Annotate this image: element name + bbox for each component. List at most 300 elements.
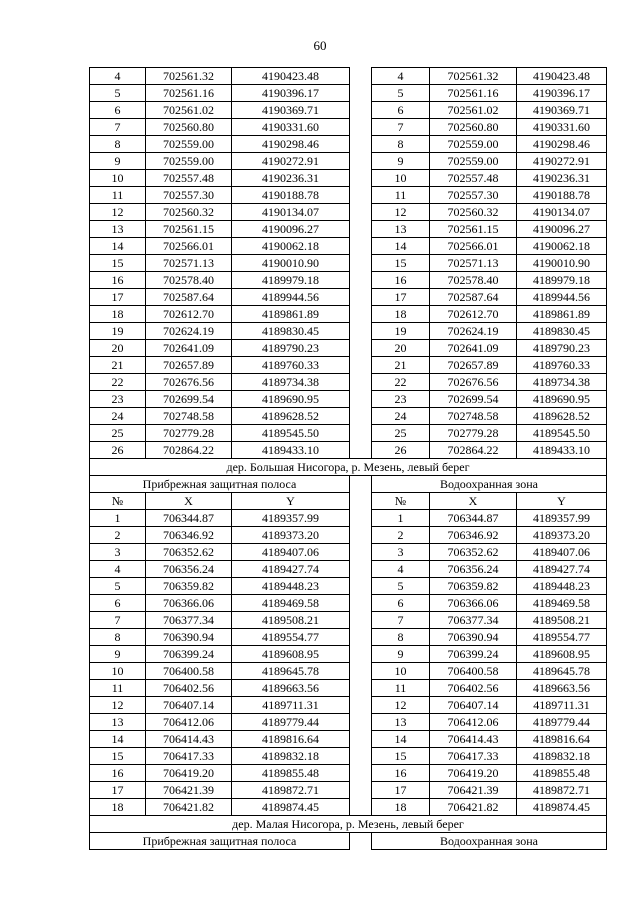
- section-title-row: [90, 816, 607, 833]
- right-y-coordinate-cell: 4189979.18: [517, 272, 607, 289]
- right-y-coordinate-cell: 4189427.74: [517, 561, 607, 578]
- table-row: [90, 323, 607, 340]
- right-point-number-cell: 14: [372, 731, 430, 748]
- right-point-number-cell: 9: [372, 153, 430, 170]
- right-x-coordinate-cell: 706412.06: [430, 714, 517, 731]
- left-y-coordinate-cell: 4189816.64: [232, 731, 350, 748]
- right-y-coordinate-cell: 4189779.44: [517, 714, 607, 731]
- right-y-coordinate-cell: 4190062.18: [517, 238, 607, 255]
- right-point-number-cell: 16: [372, 765, 430, 782]
- left-point-number-cell: 2: [90, 527, 146, 544]
- left-y-coordinate-cell: 4189711.31: [232, 697, 350, 714]
- right-y-coordinate-cell: 4190423.48: [517, 68, 607, 85]
- left-y-coordinate-cell: 4190188.78: [232, 187, 350, 204]
- column-gap: [350, 425, 372, 442]
- table-row: [90, 782, 607, 799]
- right-y-coordinate-cell: 4189469.58: [517, 595, 607, 612]
- left-point-number-cell: 16: [90, 765, 146, 782]
- table-row: [90, 187, 607, 204]
- table-row: [90, 646, 607, 663]
- right-y-coordinate-cell: 4189816.64: [517, 731, 607, 748]
- right-point-number-cell: 3: [372, 544, 430, 561]
- right-y-coordinate-cell: 4190096.27: [517, 221, 607, 238]
- right-x-coordinate-cell: 702561.32: [430, 68, 517, 85]
- table-row: [90, 204, 607, 221]
- right-x-coordinate-cell: 706346.92: [430, 527, 517, 544]
- right-x-coordinate-cell: 702748.58: [430, 408, 517, 425]
- right-x-coordinate-cell: 706417.33: [430, 748, 517, 765]
- column-gap: [350, 391, 372, 408]
- right-y-coordinate-cell: 4189357.99: [517, 510, 607, 527]
- right-point-number-cell: 8: [372, 136, 430, 153]
- column-header-row: [90, 493, 607, 510]
- right-y-coordinate-cell: 4189830.45: [517, 323, 607, 340]
- column-gap: [350, 408, 372, 425]
- right-point-number-cell: 24: [372, 408, 430, 425]
- column-gap: [350, 102, 372, 119]
- column-gap: [350, 357, 372, 374]
- right-point-number-cell: 25: [372, 425, 430, 442]
- left-x-coordinate-cell: 702676.56: [146, 374, 232, 391]
- column-gap: [350, 374, 372, 391]
- table-row: [90, 765, 607, 782]
- column-gap: [350, 612, 372, 629]
- right-point-number-cell: 8: [372, 629, 430, 646]
- left-point-number-cell: 7: [90, 119, 146, 136]
- left-y-coordinate-cell: 4190062.18: [232, 238, 350, 255]
- right-point-number-cell: 20: [372, 340, 430, 357]
- left-point-number-cell: 22: [90, 374, 146, 391]
- left-point-number-cell: 9: [90, 646, 146, 663]
- column-gap: [350, 68, 372, 85]
- column-gap: [350, 663, 372, 680]
- left-y-coordinate-cell: 4189433.10: [232, 442, 350, 459]
- column-gap: [350, 697, 372, 714]
- left-x-coordinate-cell: 702561.02: [146, 102, 232, 119]
- column-gap: [350, 629, 372, 646]
- right-y-coordinate-cell: 4189760.33: [517, 357, 607, 374]
- left-y-coordinate-cell: 4189760.33: [232, 357, 350, 374]
- right-point-number-cell: 18: [372, 306, 430, 323]
- right-y-coordinate-cell: 4189645.78: [517, 663, 607, 680]
- right-y-coordinate-cell: 4190396.17: [517, 85, 607, 102]
- right-x-coordinate-cell: 706402.56: [430, 680, 517, 697]
- right-x-coordinate-cell: 706400.58: [430, 663, 517, 680]
- left-x-coordinate-cell: 702571.13: [146, 255, 232, 272]
- right-y-coordinate-cell: 4189874.45: [517, 799, 607, 816]
- left-x-coordinate-cell: 706346.92: [146, 527, 232, 544]
- right-x-coordinate-cell: 706356.24: [430, 561, 517, 578]
- left-y-coordinate-cell: 4190331.60: [232, 119, 350, 136]
- left-y-coordinate-cell: 4189734.38: [232, 374, 350, 391]
- column-gap: [350, 765, 372, 782]
- table-row: [90, 799, 607, 816]
- right-y-coordinate-cell: 4189448.23: [517, 578, 607, 595]
- column-gap: [350, 221, 372, 238]
- table-row: [90, 510, 607, 527]
- right-y-coordinate-cell: 4190369.71: [517, 102, 607, 119]
- left-point-number-cell: 5: [90, 578, 146, 595]
- left-y-coordinate-cell: 4189645.78: [232, 663, 350, 680]
- column-gap: [350, 306, 372, 323]
- left-point-number-cell: 20: [90, 340, 146, 357]
- section-title: дер. Большая Нисогора, р. Мезень, левый берег: [90, 459, 607, 476]
- left-y-coordinate-cell: 4189779.44: [232, 714, 350, 731]
- table-row: [90, 578, 607, 595]
- left-point-number-cell: 13: [90, 221, 146, 238]
- left-point-number-cell: 11: [90, 187, 146, 204]
- right-x-coordinate-cell: 702587.64: [430, 289, 517, 306]
- right-x-coordinate-cell: 702699.54: [430, 391, 517, 408]
- right-point-number-cell: 11: [372, 680, 430, 697]
- table-row: [90, 663, 607, 680]
- column-gap: [350, 731, 372, 748]
- left-x-coordinate-cell: 702559.00: [146, 153, 232, 170]
- left-point-number-cell: 19: [90, 323, 146, 340]
- table-row: [90, 357, 607, 374]
- right-point-number-cell: 7: [372, 119, 430, 136]
- right-x-coordinate-cell: 702560.80: [430, 119, 517, 136]
- left-x-coordinate-cell: 706352.62: [146, 544, 232, 561]
- right-x-coordinate-cell: 706419.20: [430, 765, 517, 782]
- left-point-number-cell: 9: [90, 153, 146, 170]
- right-point-number-cell: 4: [372, 68, 430, 85]
- right-x-coordinate-cell: 702560.32: [430, 204, 517, 221]
- table-row: [90, 408, 607, 425]
- left-point-number-cell: 15: [90, 748, 146, 765]
- page-number: 60: [313, 38, 327, 53]
- right-y-coordinate-cell: 4190236.31: [517, 170, 607, 187]
- left-y-coordinate-cell: 4190423.48: [232, 68, 350, 85]
- left-point-number-cell: 23: [90, 391, 146, 408]
- right-y-coordinate-cell: 4190298.46: [517, 136, 607, 153]
- column-gap: [350, 136, 372, 153]
- right-y-coordinate-cell: 4189944.56: [517, 289, 607, 306]
- right-x-coordinate-cell: 706352.62: [430, 544, 517, 561]
- right-point-number-cell: 26: [372, 442, 430, 459]
- left-x-coordinate-cell: 702578.40: [146, 272, 232, 289]
- left-point-number-cell: 12: [90, 697, 146, 714]
- left-point-number-cell: 11: [90, 680, 146, 697]
- column-gap: [350, 289, 372, 306]
- left-x-coordinate-cell: 706366.06: [146, 595, 232, 612]
- left-x-coordinate-cell: 702641.09: [146, 340, 232, 357]
- right-x-coordinate-cell: 706390.94: [430, 629, 517, 646]
- right-y-coordinate-cell: 4190331.60: [517, 119, 607, 136]
- left-y-column-header: Y: [232, 493, 350, 510]
- column-gap: [350, 476, 372, 493]
- right-point-number-cell: 6: [372, 595, 430, 612]
- table-row: [90, 561, 607, 578]
- column-gap: [350, 595, 372, 612]
- left-x-coordinate-cell: 706344.87: [146, 510, 232, 527]
- column-gap: [350, 119, 372, 136]
- left-x-coordinate-cell: 706419.20: [146, 765, 232, 782]
- column-gap: [350, 680, 372, 697]
- column-gap: [350, 238, 372, 255]
- right-point-number-cell: 19: [372, 323, 430, 340]
- table-row: [90, 629, 607, 646]
- right-y-coordinate-cell: 4189690.95: [517, 391, 607, 408]
- left-point-number-cell: 1: [90, 510, 146, 527]
- column-gap: [350, 272, 372, 289]
- table-row: [90, 238, 607, 255]
- table-row: [90, 306, 607, 323]
- left-point-number-cell: 15: [90, 255, 146, 272]
- right-point-number-cell: 10: [372, 170, 430, 187]
- left-point-number-cell: 13: [90, 714, 146, 731]
- right-point-number-cell: 14: [372, 238, 430, 255]
- left-y-coordinate-cell: 4190272.91: [232, 153, 350, 170]
- left-y-coordinate-cell: 4189469.58: [232, 595, 350, 612]
- left-y-coordinate-cell: 4190096.27: [232, 221, 350, 238]
- left-x-coordinate-cell: 702561.32: [146, 68, 232, 85]
- left-x-coordinate-cell: 706399.24: [146, 646, 232, 663]
- left-x-coordinate-cell: 702560.80: [146, 119, 232, 136]
- right-point-number-cell: 5: [372, 85, 430, 102]
- left-point-number-cell: 21: [90, 357, 146, 374]
- left-y-coordinate-cell: 4189545.50: [232, 425, 350, 442]
- right-point-number-cell: 4: [372, 561, 430, 578]
- right-x-coordinate-cell: 706377.34: [430, 612, 517, 629]
- right-x-coordinate-cell: 706421.39: [430, 782, 517, 799]
- left-point-number-cell: 14: [90, 731, 146, 748]
- table-row: [90, 391, 607, 408]
- right-x-coordinate-cell: 702559.00: [430, 136, 517, 153]
- right-x-coordinate-cell: 702559.00: [430, 153, 517, 170]
- left-y-coordinate-cell: 4189690.95: [232, 391, 350, 408]
- column-gap: [350, 442, 372, 459]
- left-y-coordinate-cell: 4189427.74: [232, 561, 350, 578]
- left-y-coordinate-cell: 4189628.52: [232, 408, 350, 425]
- left-x-coordinate-cell: 706417.33: [146, 748, 232, 765]
- left-x-coordinate-cell: 702560.32: [146, 204, 232, 221]
- left-point-number-cell: 3: [90, 544, 146, 561]
- left-y-coordinate-cell: 4189663.56: [232, 680, 350, 697]
- left-x-coordinate-cell: 702559.00: [146, 136, 232, 153]
- left-y-coordinate-cell: 4190010.90: [232, 255, 350, 272]
- left-y-coordinate-cell: 4189832.18: [232, 748, 350, 765]
- column-gap: [350, 187, 372, 204]
- left-x-coordinate-cell: 702557.30: [146, 187, 232, 204]
- left-point-number-cell: 6: [90, 102, 146, 119]
- left-x-coordinate-cell: 706390.94: [146, 629, 232, 646]
- right-y-coordinate-cell: 4189711.31: [517, 697, 607, 714]
- coordinates-table: [89, 67, 607, 850]
- left-y-coordinate-cell: 4189855.48: [232, 765, 350, 782]
- table-row: [90, 697, 607, 714]
- column-gap: [350, 799, 372, 816]
- table-row: [90, 374, 607, 391]
- left-point-number-cell: 10: [90, 663, 146, 680]
- table-row: [90, 102, 607, 119]
- left-x-coordinate-cell: 706414.43: [146, 731, 232, 748]
- right-x-column-header: X: [430, 493, 517, 510]
- right-point-number-cell: 9: [372, 646, 430, 663]
- left-y-coordinate-cell: 4189830.45: [232, 323, 350, 340]
- right-point-number-cell: 5: [372, 578, 430, 595]
- left-x-coordinate-cell: 706356.24: [146, 561, 232, 578]
- column-gap: [350, 578, 372, 595]
- right-x-coordinate-cell: 706407.14: [430, 697, 517, 714]
- right-y-coordinate-cell: 4189433.10: [517, 442, 607, 459]
- water-protection-zone-label: Водоохранная зона: [372, 476, 607, 493]
- left-y-coordinate-cell: 4190369.71: [232, 102, 350, 119]
- table-row: [90, 119, 607, 136]
- right-x-coordinate-cell: 702557.48: [430, 170, 517, 187]
- left-x-coordinate-cell: 702748.58: [146, 408, 232, 425]
- right-y-coordinate-cell: 4189790.23: [517, 340, 607, 357]
- table-row: [90, 680, 607, 697]
- right-x-coordinate-cell: 702624.19: [430, 323, 517, 340]
- right-point-number-cell: 21: [372, 357, 430, 374]
- left-y-coordinate-cell: 4189872.71: [232, 782, 350, 799]
- left-x-coordinate-cell: 702779.28: [146, 425, 232, 442]
- table-row: [90, 221, 607, 238]
- left-y-coordinate-cell: 4190298.46: [232, 136, 350, 153]
- left-x-coordinate-cell: 702624.19: [146, 323, 232, 340]
- left-point-number-cell: 18: [90, 306, 146, 323]
- left-y-coordinate-cell: 4189944.56: [232, 289, 350, 306]
- left-point-number-cell: 8: [90, 629, 146, 646]
- right-y-column-header: Y: [517, 493, 607, 510]
- column-gap: [350, 714, 372, 731]
- left-point-number-cell: 17: [90, 289, 146, 306]
- left-x-coordinate-cell: 706400.58: [146, 663, 232, 680]
- left-y-coordinate-cell: 4190396.17: [232, 85, 350, 102]
- left-x-coordinate-cell: 706402.56: [146, 680, 232, 697]
- left-x-coordinate-cell: 706412.06: [146, 714, 232, 731]
- right-x-coordinate-cell: 702657.89: [430, 357, 517, 374]
- column-gap: [350, 323, 372, 340]
- column-gap: [350, 561, 372, 578]
- table-row: [90, 170, 607, 187]
- left-x-coordinate-cell: 702612.70: [146, 306, 232, 323]
- right-point-number-cell: 12: [372, 697, 430, 714]
- right-x-coordinate-cell: 702561.16: [430, 85, 517, 102]
- zone-header-row: [90, 833, 607, 850]
- right-y-coordinate-cell: 4189734.38: [517, 374, 607, 391]
- left-point-number-cell: 6: [90, 595, 146, 612]
- column-gap: [350, 646, 372, 663]
- right-y-coordinate-cell: 4190134.07: [517, 204, 607, 221]
- column-gap: [350, 255, 372, 272]
- left-x-coordinate-cell: 702699.54: [146, 391, 232, 408]
- right-x-coordinate-cell: 706366.06: [430, 595, 517, 612]
- right-point-number-cell: 17: [372, 289, 430, 306]
- left-y-coordinate-cell: 4190236.31: [232, 170, 350, 187]
- right-point-number-cell: 6: [372, 102, 430, 119]
- column-gap: [350, 340, 372, 357]
- right-x-coordinate-cell: 706344.87: [430, 510, 517, 527]
- left-point-number-cell: 5: [90, 85, 146, 102]
- right-y-coordinate-cell: 4189855.48: [517, 765, 607, 782]
- column-gap: [350, 544, 372, 561]
- right-point-number-cell: 11: [372, 187, 430, 204]
- table-row: [90, 153, 607, 170]
- left-point-number-cell: 25: [90, 425, 146, 442]
- table-row: [90, 85, 607, 102]
- table-row: [90, 595, 607, 612]
- left-x-coordinate-cell: 702587.64: [146, 289, 232, 306]
- right-y-coordinate-cell: 4189545.50: [517, 425, 607, 442]
- left-point-number-cell: 4: [90, 68, 146, 85]
- left-y-coordinate-cell: 4189790.23: [232, 340, 350, 357]
- right-point-number-cell: 7: [372, 612, 430, 629]
- right-point-number-cell: 10: [372, 663, 430, 680]
- left-y-coordinate-cell: 4189608.95: [232, 646, 350, 663]
- right-point-number-cell: 16: [372, 272, 430, 289]
- right-y-coordinate-cell: 4190272.91: [517, 153, 607, 170]
- coastal-strip-label: Прибрежная защитная полоса: [90, 833, 350, 850]
- left-y-coordinate-cell: 4189448.23: [232, 578, 350, 595]
- right-x-coordinate-cell: 702566.01: [430, 238, 517, 255]
- left-y-coordinate-cell: 4189407.06: [232, 544, 350, 561]
- left-y-coordinate-cell: 4189861.89: [232, 306, 350, 323]
- left-point-number-cell: 7: [90, 612, 146, 629]
- left-number-column-header: №: [90, 493, 146, 510]
- table-row: [90, 289, 607, 306]
- right-point-number-cell: 15: [372, 748, 430, 765]
- left-point-number-cell: 8: [90, 136, 146, 153]
- table-row: [90, 136, 607, 153]
- left-point-number-cell: 26: [90, 442, 146, 459]
- right-point-number-cell: 18: [372, 799, 430, 816]
- column-gap: [350, 510, 372, 527]
- left-point-number-cell: 14: [90, 238, 146, 255]
- left-x-coordinate-cell: 702561.15: [146, 221, 232, 238]
- table-row: [90, 272, 607, 289]
- right-x-coordinate-cell: 702561.15: [430, 221, 517, 238]
- table-row: [90, 68, 607, 85]
- right-y-coordinate-cell: 4189508.21: [517, 612, 607, 629]
- right-x-coordinate-cell: 702557.30: [430, 187, 517, 204]
- right-y-coordinate-cell: 4189373.20: [517, 527, 607, 544]
- table-row: [90, 340, 607, 357]
- right-number-column-header: №: [372, 493, 430, 510]
- right-x-coordinate-cell: 702561.02: [430, 102, 517, 119]
- left-y-coordinate-cell: 4190134.07: [232, 204, 350, 221]
- right-x-coordinate-cell: 706414.43: [430, 731, 517, 748]
- left-x-coordinate-cell: 702657.89: [146, 357, 232, 374]
- right-x-coordinate-cell: 702571.13: [430, 255, 517, 272]
- column-gap: [350, 833, 372, 850]
- table-row: [90, 714, 607, 731]
- column-gap: [350, 85, 372, 102]
- right-x-coordinate-cell: 706421.82: [430, 799, 517, 816]
- left-x-coordinate-cell: 706421.82: [146, 799, 232, 816]
- table-row: [90, 442, 607, 459]
- right-y-coordinate-cell: 4190010.90: [517, 255, 607, 272]
- right-point-number-cell: 15: [372, 255, 430, 272]
- right-y-coordinate-cell: 4189663.56: [517, 680, 607, 697]
- zone-header-row: [90, 476, 607, 493]
- column-gap: [350, 527, 372, 544]
- right-point-number-cell: 1: [372, 510, 430, 527]
- right-y-coordinate-cell: 4189628.52: [517, 408, 607, 425]
- section-title-row: [90, 459, 607, 476]
- right-x-coordinate-cell: 702641.09: [430, 340, 517, 357]
- left-y-coordinate-cell: 4189979.18: [232, 272, 350, 289]
- left-x-coordinate-cell: 706421.39: [146, 782, 232, 799]
- table-row: [90, 612, 607, 629]
- column-gap: [350, 782, 372, 799]
- right-point-number-cell: 17: [372, 782, 430, 799]
- left-point-number-cell: 16: [90, 272, 146, 289]
- water-protection-zone-label: Водоохранная зона: [372, 833, 607, 850]
- left-x-coordinate-cell: 706377.34: [146, 612, 232, 629]
- left-x-column-header: X: [146, 493, 232, 510]
